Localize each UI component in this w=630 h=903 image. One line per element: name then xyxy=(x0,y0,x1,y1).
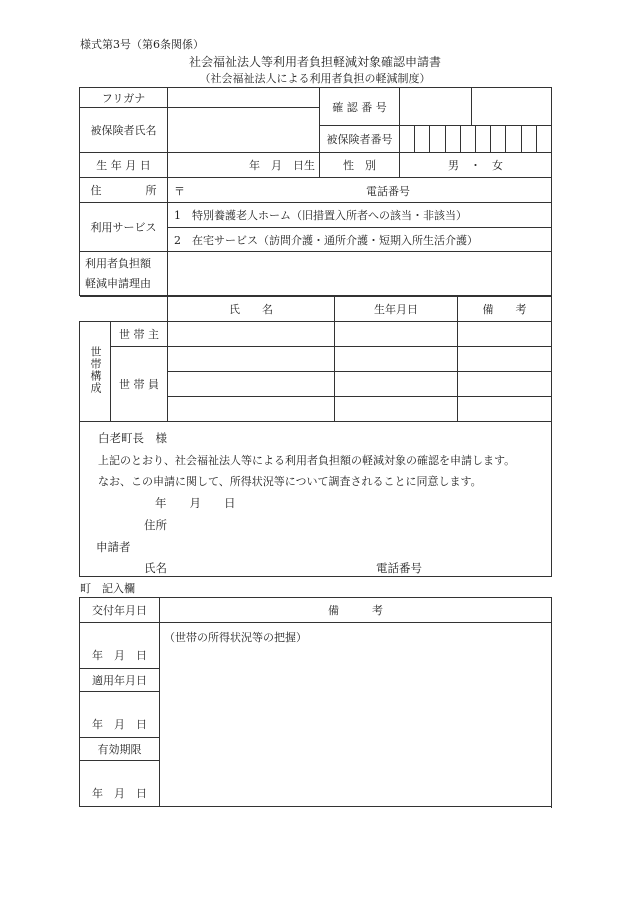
address-phone-label: 電話番号 xyxy=(366,185,410,198)
note-area[interactable] xyxy=(160,623,552,807)
address-input[interactable] xyxy=(168,178,552,203)
member-name[interactable] xyxy=(168,347,335,372)
furigana-input[interactable] xyxy=(168,88,320,108)
furigana-label: フリガナ xyxy=(80,88,168,108)
member-name[interactable] xyxy=(168,372,335,397)
form-title: 社会福祉法人等利用者負担軽減対象確認申請書 xyxy=(188,55,441,69)
reason-label-line1: 利用者負担額 xyxy=(85,256,151,270)
sex-options[interactable]: 男 ・ 女 xyxy=(400,153,552,178)
service-option-1[interactable]: 1 特別養護老人ホーム（旧措置入所者への該当・非該当） xyxy=(168,203,552,228)
applicant-table xyxy=(79,87,552,296)
form-number: 様式第3号（第6条関係） xyxy=(80,38,204,51)
declaration-date[interactable]: 年 月 日 xyxy=(155,496,236,510)
insured-name-label: 被保険者氏名 xyxy=(80,108,168,153)
addressee: 白老町長 様 xyxy=(98,431,167,445)
head-note[interactable] xyxy=(458,322,552,347)
dob-label: 生 年 月 日 xyxy=(80,153,168,178)
member-label: 世 帯 員 xyxy=(111,347,168,422)
dob-value[interactable]: 年 月 日生 xyxy=(168,153,320,178)
reason-label-line2: 軽減申請理由 xyxy=(85,276,151,290)
declaration-line2: なお、この申請に関して、所得状況等について調査されることに同意します。 xyxy=(98,475,482,488)
confirm-number-label: 確 認 番 号 xyxy=(320,88,400,126)
note-text: （世帯の所得状況等の把握） xyxy=(164,631,307,644)
issue-date-label: 交付年月日 xyxy=(80,598,160,623)
declaration-box xyxy=(79,421,552,577)
col-note: 備 考 xyxy=(458,297,552,322)
household-section-text: 世帯構成 xyxy=(89,346,102,394)
apply-date-label: 適用年月日 xyxy=(80,669,160,692)
reason-label xyxy=(80,252,168,296)
office-table xyxy=(79,597,552,807)
applicant-phone-label: 電話番号 xyxy=(376,561,422,575)
address-label: 住 所 xyxy=(80,178,168,203)
member-name[interactable] xyxy=(168,397,335,422)
col-name: 氏 名 xyxy=(168,297,335,322)
head-label: 世 帯 主 xyxy=(111,322,168,347)
member-note[interactable] xyxy=(458,372,552,397)
insured-name-input[interactable] xyxy=(168,108,320,153)
col-dob: 生年月日 xyxy=(335,297,458,322)
sex-label: 性 別 xyxy=(320,153,400,178)
service-label: 利用サービス xyxy=(80,203,168,252)
applicant-name-label: 氏名 xyxy=(144,561,167,575)
insured-number-boxes[interactable] xyxy=(400,126,552,153)
issue-date-value[interactable]: 年 月 日 xyxy=(80,623,160,669)
postal-mark: 〒 xyxy=(174,185,185,198)
head-dob[interactable] xyxy=(335,322,458,347)
household-table xyxy=(79,296,552,422)
applicant-address-label: 住所 xyxy=(144,518,167,532)
service-option-2[interactable]: 2 在宅サービス（訪問介護・通所介護・短期入所生活介護） xyxy=(168,228,552,252)
member-note[interactable] xyxy=(458,397,552,422)
insured-number-label: 被保険者番号 xyxy=(320,126,400,153)
form-subtitle: （社会福祉法人による利用者負担の軽減制度） xyxy=(199,72,431,85)
household-section-label xyxy=(80,322,111,422)
head-name[interactable] xyxy=(168,322,335,347)
confirm-number-input-2[interactable] xyxy=(472,88,552,126)
office-section-title: 町 記入欄 xyxy=(80,582,135,595)
member-dob[interactable] xyxy=(335,397,458,422)
note-label: 備 考 xyxy=(160,598,552,623)
expiry-label: 有効期限 xyxy=(80,738,160,761)
confirm-number-input[interactable] xyxy=(400,88,472,126)
member-note[interactable] xyxy=(458,347,552,372)
declaration-line1: 上記のとおり、社会福祉法人等による利用者負担額の軽減対象の確認を申請します。 xyxy=(98,454,516,467)
member-dob[interactable] xyxy=(335,347,458,372)
applicant-label: 申請者 xyxy=(96,540,131,554)
expiry-value[interactable]: 年 月 日 xyxy=(80,761,160,807)
member-dob[interactable] xyxy=(335,372,458,397)
apply-date-value[interactable]: 年 月 日 xyxy=(80,692,160,738)
reason-input[interactable] xyxy=(168,252,552,296)
